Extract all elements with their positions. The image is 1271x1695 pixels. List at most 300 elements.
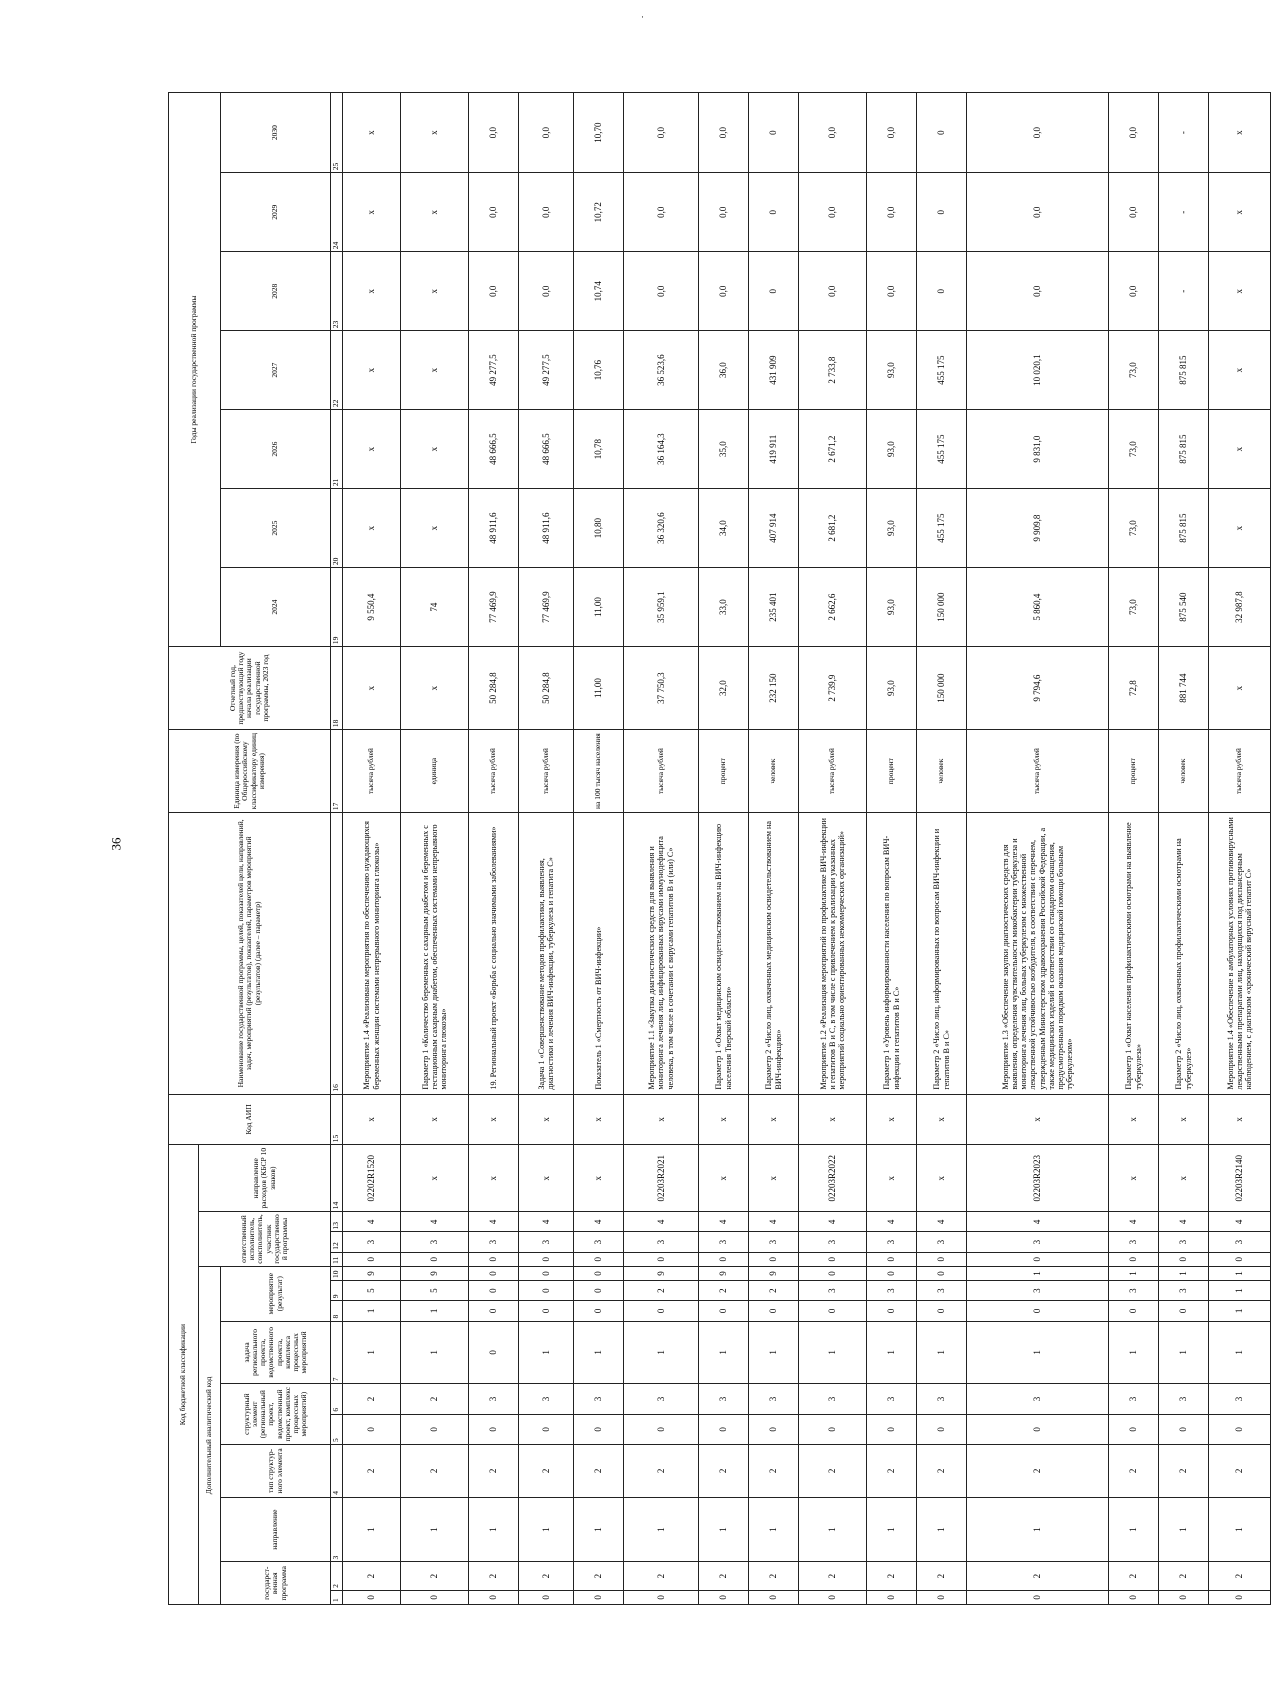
code-digit: 3	[799, 1384, 867, 1414]
code-digit: 1	[967, 1321, 1109, 1384]
year-value-cell: 2 733,8	[799, 331, 867, 410]
year-value-cell: 875 540	[1159, 568, 1209, 647]
code-digit: 2	[574, 1562, 624, 1590]
code-digit: 0	[574, 1266, 624, 1280]
code-digit: 3	[867, 1384, 917, 1414]
year-value-cell: x	[343, 252, 401, 331]
year-value-cell: 5 860,4	[967, 568, 1109, 647]
code-digit: 0	[519, 1281, 574, 1301]
year-value-cell: 0	[917, 173, 967, 252]
year-value-cell: 48 911,6	[469, 489, 519, 568]
code-digit: 3	[917, 1232, 967, 1252]
year-value-cell: x	[343, 331, 401, 410]
code-digit: 0	[699, 1590, 749, 1604]
code-digit: 0	[469, 1321, 519, 1384]
base-year-cell: 9 794,6	[967, 647, 1109, 730]
base-year-cell: 2 739,9	[799, 647, 867, 730]
code-digit: 3	[1209, 1384, 1271, 1414]
column-number: 3	[331, 1497, 343, 1562]
code-digit: 0	[799, 1252, 867, 1266]
column-number: 22	[331, 331, 343, 410]
code-digit: 1	[967, 1266, 1109, 1280]
code-digit: 2	[749, 1445, 799, 1498]
code-digit: 1	[699, 1497, 749, 1562]
year-value-cell: 0,0	[867, 93, 917, 173]
year-value-cell: 0,0	[624, 173, 699, 252]
code-digit: 0	[749, 1252, 799, 1266]
unit-cell: человек	[749, 730, 799, 813]
code-digit: 0	[624, 1301, 699, 1321]
code-digit: 0	[469, 1301, 519, 1321]
year-value-cell: 0,0	[624, 93, 699, 173]
table-row	[967, 93, 1109, 1605]
code-digit: 0	[967, 1301, 1109, 1321]
aip-cell: x	[867, 1094, 917, 1145]
code-digit: 2	[519, 1445, 574, 1498]
base-year-cell: x	[1209, 647, 1271, 730]
aip-cell: x	[749, 1094, 799, 1145]
code-digit: 0	[469, 1590, 519, 1604]
code-digit: 4	[401, 1212, 469, 1232]
code-digit: 0	[519, 1266, 574, 1280]
year-value-cell: 0,0	[967, 173, 1109, 252]
name-cell: Параметр 1 «Уровень информированности населения по вопросам ВИЧ-инфекции и гепатитов В и С»	[867, 813, 917, 1094]
code-digit: 1	[1209, 1266, 1271, 1280]
code-digit: 9	[749, 1266, 799, 1280]
code-digit: 3	[1109, 1281, 1159, 1301]
header-program: государст-венная программа	[221, 1562, 331, 1605]
code-digit: 3	[1159, 1232, 1209, 1252]
year-value-cell: 0,0	[519, 93, 574, 173]
unit-cell: тысяча рублей	[519, 730, 574, 813]
unit-cell: тысяча рублей	[799, 730, 867, 813]
year-value-cell: 93,0	[867, 410, 917, 489]
code-digit: 2	[749, 1562, 799, 1590]
unit-cell: тысяча рублей	[469, 730, 519, 813]
code-digit: 1	[917, 1497, 967, 1562]
unit-cell: тысяча рублей	[967, 730, 1109, 813]
code-digit: 2	[967, 1562, 1109, 1590]
year-value-cell: 0,0	[867, 173, 917, 252]
year-value-cell: x	[1209, 173, 1271, 252]
code-digit: 0	[343, 1414, 401, 1444]
header-year-2025: 2025	[221, 489, 331, 568]
code-digit: 9	[624, 1266, 699, 1280]
code-digit: 0	[401, 1590, 469, 1604]
code-digit: 1	[469, 1497, 519, 1562]
code-digit: 2	[574, 1445, 624, 1498]
code-digit: 0	[917, 1414, 967, 1444]
code-digit: 1	[1109, 1321, 1159, 1384]
header-structural-element: структурный элемент (региональный проект, ведомственный проект, комплекс процессных мероприятий)	[221, 1384, 331, 1445]
table-row	[343, 93, 401, 1605]
column-number: 17	[331, 730, 343, 813]
year-value-cell: 0,0	[624, 252, 699, 331]
kbsr-cell: 02203R2021	[624, 1145, 699, 1212]
kbsr-cell: x	[867, 1145, 917, 1212]
name-cell: Мероприятие 1.4 «Обеспечение в амбулаторных условиях противовирусными лекарственными препаратами лиц, находящихся под диспансерным наблюдением, с диагнозом «хронический вирусный гепатит С»	[1209, 813, 1271, 1094]
year-value-cell: 0,0	[469, 93, 519, 173]
code-digit: 2	[624, 1445, 699, 1498]
code-digit: 9	[699, 1266, 749, 1280]
kbsr-cell: x	[574, 1145, 624, 1212]
year-value-cell: x	[1209, 489, 1271, 568]
code-digit: 1	[1109, 1266, 1159, 1280]
code-digit: 1	[967, 1497, 1109, 1562]
year-value-cell: 455 175	[917, 410, 967, 489]
code-digit: 3	[469, 1384, 519, 1414]
code-digit: 1	[1209, 1497, 1271, 1562]
year-value-cell: 36,0	[699, 331, 749, 410]
table-row	[401, 93, 469, 1605]
code-digit: 0	[867, 1301, 917, 1321]
code-digit: 2	[1109, 1445, 1159, 1498]
code-digit: 1	[574, 1497, 624, 1562]
year-value-cell: 77 469,9	[469, 568, 519, 647]
code-digit: 1	[1159, 1266, 1209, 1280]
column-number: 10	[331, 1266, 343, 1280]
name-cell: Параметр 2 «Число лиц, охваченных медицинским освидетельствованием на ВИЧ-инфекцию»	[749, 813, 799, 1094]
year-value-cell: 0,0	[799, 93, 867, 173]
kbsr-cell: 02202R1520	[343, 1145, 401, 1212]
code-digit: 0	[749, 1590, 799, 1604]
code-digit: 2	[967, 1445, 1109, 1498]
code-digit: 2	[343, 1445, 401, 1498]
column-number: 14	[331, 1145, 343, 1212]
aip-cell: x	[624, 1094, 699, 1145]
year-value-cell: 0,0	[699, 252, 749, 331]
code-digit: 1	[343, 1321, 401, 1384]
column-number: 18	[331, 647, 343, 730]
year-value-cell: 10,78	[574, 410, 624, 489]
year-value-cell: 419 911	[749, 410, 799, 489]
base-year-cell: 32,0	[699, 647, 749, 730]
kbsr-cell: x	[1159, 1145, 1209, 1212]
code-digit: 3	[749, 1232, 799, 1252]
year-value-cell: 0,0	[699, 173, 749, 252]
year-value-cell: 0	[749, 173, 799, 252]
year-value-cell: 0,0	[967, 93, 1109, 173]
year-value-cell: 10,72	[574, 173, 624, 252]
code-digit: 0	[799, 1266, 867, 1280]
aip-cell: x	[799, 1094, 867, 1145]
code-digit: 0	[469, 1252, 519, 1266]
code-digit: 1	[699, 1321, 749, 1384]
code-digit: 3	[519, 1384, 574, 1414]
year-value-cell: 34,0	[699, 489, 749, 568]
year-value-cell: -	[1159, 173, 1209, 252]
kbsr-cell: x	[519, 1145, 574, 1212]
code-digit: 3	[519, 1232, 574, 1252]
header-measure: мероприятие (результат)	[221, 1266, 331, 1321]
code-digit: 2	[799, 1562, 867, 1590]
code-digit: 0	[749, 1414, 799, 1444]
kbsr-cell: 02203R2140	[1209, 1145, 1271, 1212]
code-digit: 0	[749, 1301, 799, 1321]
code-digit: 3	[917, 1384, 967, 1414]
code-digit: 0	[401, 1252, 469, 1266]
year-value-cell: 73,0	[1109, 410, 1159, 489]
year-value-cell: 0,0	[519, 173, 574, 252]
code-digit: 0	[519, 1252, 574, 1266]
header-year-2030: 2030	[221, 93, 331, 173]
code-digit: 0	[967, 1590, 1109, 1604]
code-digit: 0	[867, 1590, 917, 1604]
aip-cell: x	[343, 1094, 401, 1145]
year-value-cell: 0,0	[799, 252, 867, 331]
code-digit: 4	[469, 1212, 519, 1232]
code-digit: 0	[799, 1590, 867, 1604]
aip-cell: x	[401, 1094, 469, 1145]
kbsr-cell: 02203R2023	[967, 1145, 1109, 1212]
code-digit: 3	[401, 1232, 469, 1252]
table-row	[624, 93, 699, 1605]
year-value-cell: -	[1159, 252, 1209, 331]
code-digit: 0	[699, 1252, 749, 1266]
code-digit: 3	[624, 1232, 699, 1252]
code-digit: 3	[967, 1232, 1109, 1252]
code-digit: 3	[799, 1232, 867, 1252]
code-digit: 1	[1159, 1497, 1209, 1562]
year-value-cell: 93,0	[867, 331, 917, 410]
code-digit: 1	[574, 1321, 624, 1384]
name-cell: Мероприятие 1.2 «Реализация мероприятий по профилактике ВИЧ-инфекции и гепатитов В и С, в том числе с привлечением к реализации указанных мероприятий социально ориентированных некоммерческих организаций»	[799, 813, 867, 1094]
code-digit: 3	[1109, 1232, 1159, 1252]
year-value-cell: 455 175	[917, 331, 967, 410]
kbsr-cell: x	[917, 1145, 967, 1212]
code-digit: 4	[967, 1212, 1109, 1232]
year-value-cell: 0,0	[469, 252, 519, 331]
name-cell: Мероприятие 1.4 «Реализованы мероприятия по обеспечению нуждающихся беременных женщин системами непрерывного мониторинга глюкозы»	[343, 813, 401, 1094]
year-value-cell: x	[343, 173, 401, 252]
base-year-cell: 72,8	[1109, 647, 1159, 730]
code-digit: 0	[624, 1252, 699, 1266]
year-value-cell: 9 909,8	[967, 489, 1109, 568]
year-value-cell: 93,0	[867, 568, 917, 647]
code-digit: 4	[1159, 1212, 1209, 1232]
header-element-type: тип структур-ного элемента	[221, 1445, 331, 1498]
code-digit: 2	[1209, 1562, 1271, 1590]
code-digit: 3	[469, 1232, 519, 1252]
code-digit: 1	[1209, 1301, 1271, 1321]
year-value-cell: x	[1209, 331, 1271, 410]
code-digit: 4	[1209, 1212, 1271, 1232]
code-digit: 0	[574, 1590, 624, 1604]
group-dop: Дополнительный аналитический код	[199, 1266, 221, 1604]
code-digit: 4	[519, 1212, 574, 1232]
code-digit: 2	[469, 1562, 519, 1590]
aip-cell: x	[1109, 1094, 1159, 1145]
code-digit: 0	[699, 1301, 749, 1321]
column-number: 25	[331, 93, 343, 173]
code-digit: 0	[867, 1252, 917, 1266]
code-digit: 0	[624, 1414, 699, 1444]
column-number: 21	[331, 410, 343, 489]
year-value-cell: 11,00	[574, 568, 624, 647]
code-digit: 0	[1209, 1414, 1271, 1444]
name-cell: Мероприятие 1.3 «Обеспечение закупки диагностических средств для выявления, определения чувствительности микобактерии туберкулеза и мониторинга лечения лиц, больных туберкулезом с множественной лекарственной устойчивостью возбудителя, в соответствии с перечнем, утвержденным Министерством здравоохранения Российской Федерации, а также медицинских изделий в соответствии со стандартом оснащения, предусмотренным порядком оказания медицинской помощи больным туберкулезом»	[967, 813, 1109, 1094]
base-year-cell: 50 284,8	[519, 647, 574, 730]
year-value-cell: x	[343, 489, 401, 568]
year-value-cell: 48 911,6	[519, 489, 574, 568]
name-cell: Параметр 1 «Охват населения профилактическими осмотрами на выявление туберкулеза»	[1109, 813, 1159, 1094]
header-year-2028: 2028	[221, 252, 331, 331]
name-cell: Показатель 1 «Смертность от ВИЧ-инфекции»	[574, 813, 624, 1094]
code-digit: 2	[799, 1445, 867, 1498]
year-value-cell: x	[401, 489, 469, 568]
code-digit: 2	[401, 1445, 469, 1498]
kbsr-cell: x	[699, 1145, 749, 1212]
code-digit: 0	[917, 1301, 967, 1321]
table-row	[699, 93, 749, 1605]
column-number-row	[331, 93, 343, 1605]
code-digit: 2	[343, 1384, 401, 1414]
column-number: 13	[331, 1212, 343, 1232]
code-digit: 0	[574, 1414, 624, 1444]
header-year-2026: 2026	[221, 410, 331, 489]
code-digit: 0	[1109, 1301, 1159, 1321]
year-value-cell: 431 909	[749, 331, 799, 410]
code-digit: 0	[574, 1301, 624, 1321]
table-row	[519, 93, 574, 1605]
code-digit: 0	[1209, 1252, 1271, 1266]
name-cell: Задача 1 «Совершенствование методов профилактики, выявления, диагностики и лечения ВИЧ-инфекции, туберкулеза и гепатита С»	[519, 813, 574, 1094]
code-digit: 4	[867, 1212, 917, 1232]
column-number: 9	[331, 1281, 343, 1301]
code-digit: 5	[343, 1281, 401, 1301]
corner-mark: ·	[641, 12, 644, 22]
year-value-cell: 0	[917, 93, 967, 173]
code-digit: 0	[867, 1414, 917, 1444]
unit-cell: единица	[401, 730, 469, 813]
group-years: Годы реализации государственной программы	[169, 93, 221, 647]
code-digit: 0	[401, 1414, 469, 1444]
code-digit: 0	[799, 1414, 867, 1444]
year-value-cell: 10,74	[574, 252, 624, 331]
year-value-cell: 10,70	[574, 93, 624, 173]
code-digit: 1	[1109, 1497, 1159, 1562]
code-digit: 1	[624, 1497, 699, 1562]
aip-cell: x	[469, 1094, 519, 1145]
base-year-cell: 37 750,3	[624, 647, 699, 730]
kbsr-cell: x	[749, 1145, 799, 1212]
year-value-cell: 33,0	[699, 568, 749, 647]
unit-cell: процент	[867, 730, 917, 813]
header-year-2029: 2029	[221, 173, 331, 252]
code-digit: 0	[519, 1301, 574, 1321]
code-digit: 1	[749, 1321, 799, 1384]
code-digit: 2	[699, 1445, 749, 1498]
code-digit: 0	[519, 1414, 574, 1444]
code-digit: 0	[917, 1266, 967, 1280]
year-value-cell: 36 320,6	[624, 489, 699, 568]
year-value-cell: x	[401, 93, 469, 173]
code-digit: 0	[624, 1590, 699, 1604]
column-number: 5	[331, 1414, 343, 1444]
table-row	[749, 93, 799, 1605]
table-row	[799, 93, 867, 1605]
code-digit: 1	[1209, 1281, 1271, 1301]
code-digit: 9	[343, 1266, 401, 1280]
year-value-cell: 0,0	[1109, 173, 1159, 252]
code-digit: 4	[343, 1212, 401, 1232]
code-digit: 1	[867, 1497, 917, 1562]
year-value-cell: 93,0	[867, 489, 917, 568]
aip-cell: x	[1159, 1094, 1209, 1145]
code-digit: 2	[624, 1562, 699, 1590]
code-digit: 3	[749, 1384, 799, 1414]
header-year-2024: 2024	[221, 568, 331, 647]
code-digit: 0	[519, 1590, 574, 1604]
unit-cell: тысяча рублей	[343, 730, 401, 813]
kbsr-cell: x	[401, 1145, 469, 1212]
year-value-cell: 0,0	[519, 252, 574, 331]
code-digit: 4	[624, 1212, 699, 1232]
code-digit: 3	[1159, 1281, 1209, 1301]
year-value-cell: 49 277,5	[519, 331, 574, 410]
code-digit: 2	[867, 1445, 917, 1498]
column-number: 4	[331, 1445, 343, 1498]
name-cell: Мероприятие 1.1 «Закупка диагностических средств для выявления и мониторинга лечения лиц, инфицированных вирусами иммунодефицита человека, в том числе в сочетании с вирусами гепатитов В и (или) С»	[624, 813, 699, 1094]
code-digit: 0	[799, 1301, 867, 1321]
code-digit: 1	[401, 1301, 469, 1321]
year-value-cell: 0,0	[1109, 252, 1159, 331]
page-number: 36	[108, 837, 124, 851]
year-value-cell: 407 914	[749, 489, 799, 568]
code-digit: 0	[574, 1281, 624, 1301]
code-digit: 0	[1109, 1414, 1159, 1444]
year-value-cell: x	[343, 410, 401, 489]
name-cell: Параметр 1 «Количество беременных с сахарным диабетом и беременных с гестационным сахарным диабетом, обеспеченных системами непрерывного мониторинга глюкозы»	[401, 813, 469, 1094]
unit-cell: процент	[699, 730, 749, 813]
header-direction: направление	[221, 1497, 331, 1562]
year-value-cell: 73,0	[1109, 331, 1159, 410]
year-value-cell: 32 987,8	[1209, 568, 1271, 647]
code-digit: 3	[799, 1281, 867, 1301]
name-cell: 19. Региональный проект «Борьба с социально значимыми заболеваниями»	[469, 813, 519, 1094]
table-body	[343, 93, 1271, 1605]
year-value-cell: 35,0	[699, 410, 749, 489]
name-cell: Параметр 1 «Охват медицинским освидетельствованием на ВИЧ-инфекцию населения Тверской области»	[699, 813, 749, 1094]
code-digit: 0	[1109, 1252, 1159, 1266]
year-value-cell: 48 666,5	[469, 410, 519, 489]
year-value-cell: 0,0	[867, 252, 917, 331]
code-digit: 1	[749, 1497, 799, 1562]
year-value-cell: x	[1209, 93, 1271, 173]
code-digit: 2	[867, 1562, 917, 1590]
code-digit: 2	[401, 1384, 469, 1414]
code-digit: 4	[799, 1212, 867, 1232]
table-row	[1209, 93, 1271, 1605]
unit-cell: человек	[917, 730, 967, 813]
code-digit: 1	[343, 1497, 401, 1562]
kbsr-cell: x	[1109, 1145, 1159, 1212]
kbsr-cell: x	[469, 1145, 519, 1212]
column-number: 1	[331, 1590, 343, 1604]
code-digit: 0	[699, 1414, 749, 1444]
year-value-cell: 10,76	[574, 331, 624, 410]
column-number: 6	[331, 1384, 343, 1414]
code-digit: 3	[699, 1384, 749, 1414]
column-number: 24	[331, 173, 343, 252]
code-digit: 2	[1109, 1562, 1159, 1590]
header-executor: ответственный исполнитель, соисполнитель, участник государственной программы	[199, 1212, 331, 1267]
code-digit: 0	[1159, 1414, 1209, 1444]
year-value-cell: 2 681,2	[799, 489, 867, 568]
code-digit: 3	[1109, 1384, 1159, 1414]
column-number: 19	[331, 568, 343, 647]
year-value-cell: x	[343, 93, 401, 173]
